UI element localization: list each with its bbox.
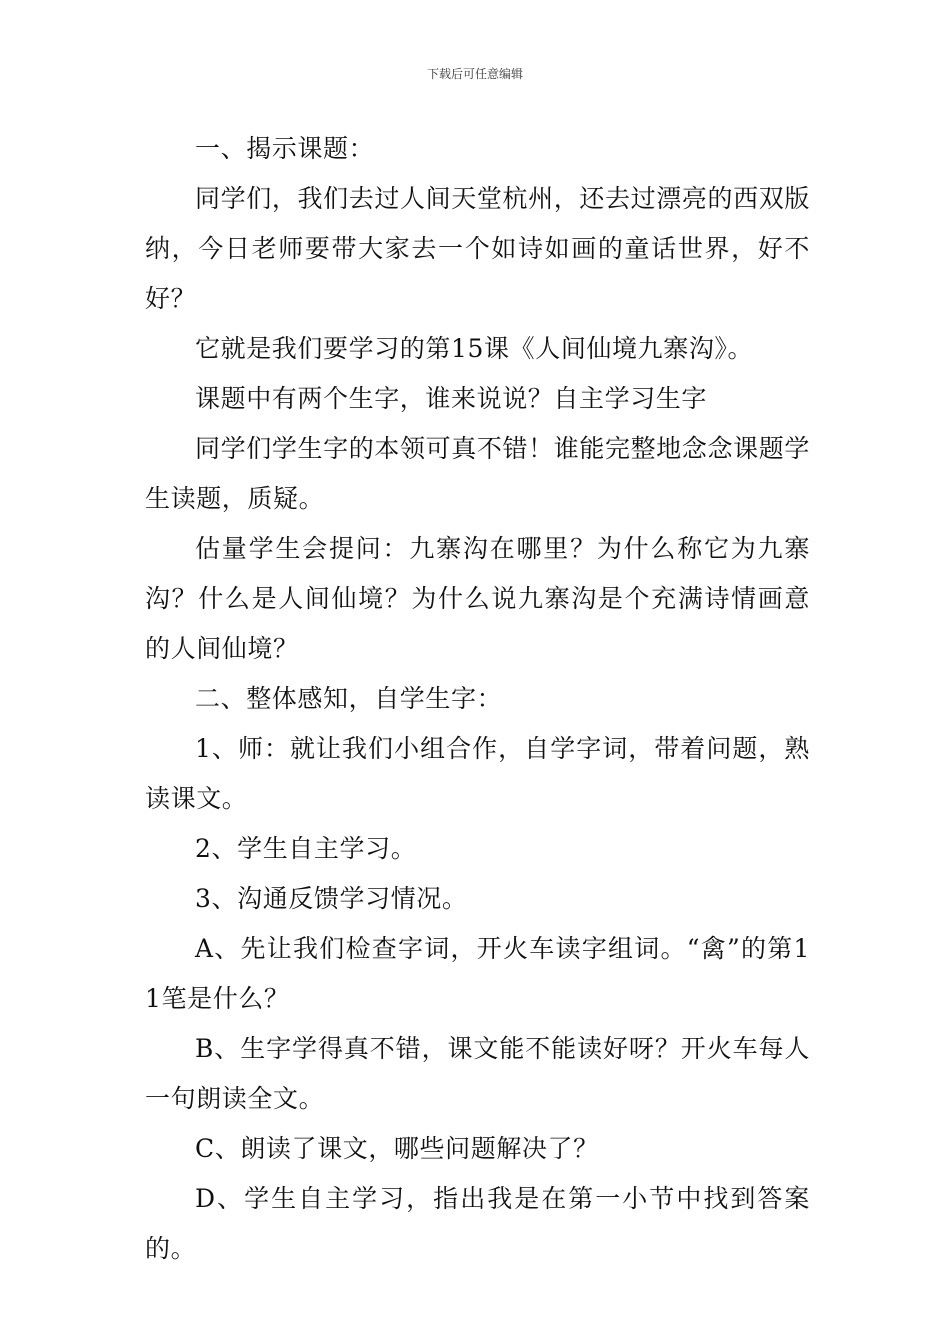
paragraph-new-characters: 课题中有两个生字，谁来说说？自主学习生字 (195, 384, 708, 413)
section-heading-1: 一、揭示课题： (195, 134, 375, 163)
paragraph-read-title: 同学们学生字的本领可真不错！谁能完整地念念课题学生读题，质疑。 (145, 434, 810, 513)
paragraph-intro: 同学们，我们去过人间天堂杭州，还去过漂亮的西双版纳，今日老师要带大家去一个如诗如画的童话世界，好不好？ (145, 184, 810, 313)
section-heading-2: 二、整体感知，自学生字： (195, 684, 503, 713)
page-header-note: 下载后可任意编辑 (426, 67, 523, 81)
paragraph-lesson-title: 它就是我们要学习的第15课《人间仙境九寨沟》。 (195, 334, 754, 363)
document-body (145, 124, 810, 1274)
list-item-a: A、先让我们检查字词，开火车读字组词。“禽”的第11笔是什么？ (145, 934, 810, 1013)
list-item-c: C、朗读了课文，哪些问题解决了？ (195, 1134, 599, 1163)
list-item-d: D、学生自主学习，指出我是在第一小节中找到答案的。 (145, 1184, 810, 1263)
list-item-b: B、生字学得真不错，课文能不能读好呀？开火车每人一句朗读全文。 (145, 1034, 810, 1113)
list-item-2: 2、学生自主学习。 (195, 834, 417, 863)
list-item-3: 3、沟通反馈学习情况。 (195, 884, 468, 913)
list-item-1: 1、师：就让我们小组合作，自学字词，带着问题，熟读课文。 (145, 734, 810, 813)
paragraph-expected-questions: 估量学生会提问：九寨沟在哪里？为什么称它为九寨沟？什么是人间仙境？为什么说九寨沟是个充满诗情画意的人间仙境？ (145, 534, 810, 663)
